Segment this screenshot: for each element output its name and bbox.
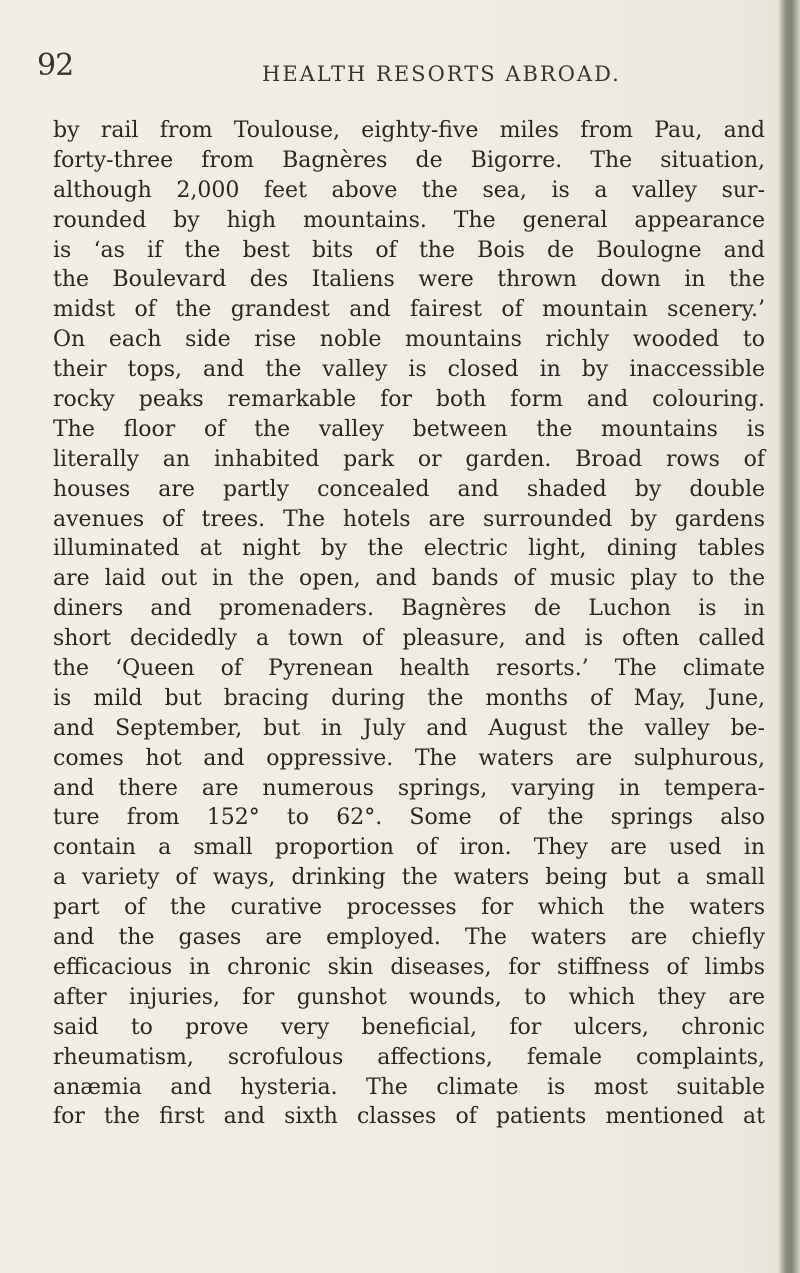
- page-edge-shadow: [778, 0, 800, 1273]
- text-line: although 2,000 feet above the sea, is a valley sur-: [53, 177, 765, 203]
- text-line: On each side rise noble mountains richly wooded to: [53, 327, 765, 353]
- text-line: ture from 152° to 62°. Some of the springs also: [53, 805, 765, 831]
- text-line: their tops, and the valley is closed in by inaccessible: [53, 357, 765, 383]
- text-line: part of the curative processes for which the waters: [53, 895, 765, 921]
- text-line: short decidedly a town of pleasure, and is often called: [53, 626, 765, 652]
- text-line: comes hot and oppressive. The waters are sulphurous,: [53, 745, 765, 771]
- text-line: rheumatism, scrofulous affections, female complaints,: [53, 1044, 765, 1070]
- text-line: contain a small proportion of iron. They are used in: [53, 835, 765, 861]
- text-line: The floor of the valley between the mountains is: [53, 416, 765, 442]
- text-line: anæmia and hysteria. The climate is most suitable: [53, 1074, 765, 1100]
- text-line: literally an inhabited park or garden. Broad rows of: [53, 446, 765, 472]
- page-number: 92: [37, 48, 74, 83]
- text-line: rounded by high mountains. The general appearance: [53, 207, 765, 233]
- text-line: said to prove very beneficial, for ulcers, chronic: [53, 1014, 765, 1040]
- text-line: by rail from Toulouse, eighty-five miles from Pau, and: [53, 118, 765, 143]
- text-line: forty-three from Bagnères de Bigorre. The situation,: [53, 147, 765, 173]
- text-line: efficacious in chronic skin diseases, for stiffness of limbs: [53, 954, 765, 980]
- text-line: and September, but in July and August the valley be-: [53, 715, 765, 741]
- text-line: is mild but bracing during the months of May, June,: [53, 685, 765, 711]
- text-line: the Boulevard des Italiens were thrown down in the: [53, 267, 765, 293]
- text-line: midst of the grandest and fairest of mountain scenery.’: [53, 297, 765, 323]
- text-line: illuminated at night by the electric light, dining tables: [53, 536, 765, 562]
- running-head: HEALTH RESORTS ABROAD.: [262, 62, 621, 86]
- text-line: avenues of trees. The hotels are surrounded by gardens: [53, 506, 765, 532]
- text-line: diners and promenaders. Bagnères de Luchon is in: [53, 596, 765, 622]
- text-line: and there are numerous springs, varying in tempera-: [53, 775, 765, 801]
- text-line: are laid out in the open, and bands of music play to the: [53, 566, 765, 592]
- text-line: a variety of ways, drinking the waters being but a small: [53, 865, 765, 891]
- text-line: for the first and sixth classes of patients mentioned at: [53, 1104, 765, 1130]
- body-text: [53, 116, 765, 1132]
- text-line: after injuries, for gunshot wounds, to which they are: [53, 984, 765, 1010]
- text-line: houses are partly concealed and shaded by double: [53, 476, 765, 502]
- text-line: and the gases are employed. The waters are chiefly: [53, 925, 765, 951]
- text-line: rocky peaks remarkable for both form and colouring.: [53, 387, 765, 413]
- text-line: is ‘as if the best bits of the Bois de Boulogne and: [53, 237, 765, 263]
- text-line: the ‘Queen of Pyrenean health resorts.’ The climate: [53, 656, 765, 682]
